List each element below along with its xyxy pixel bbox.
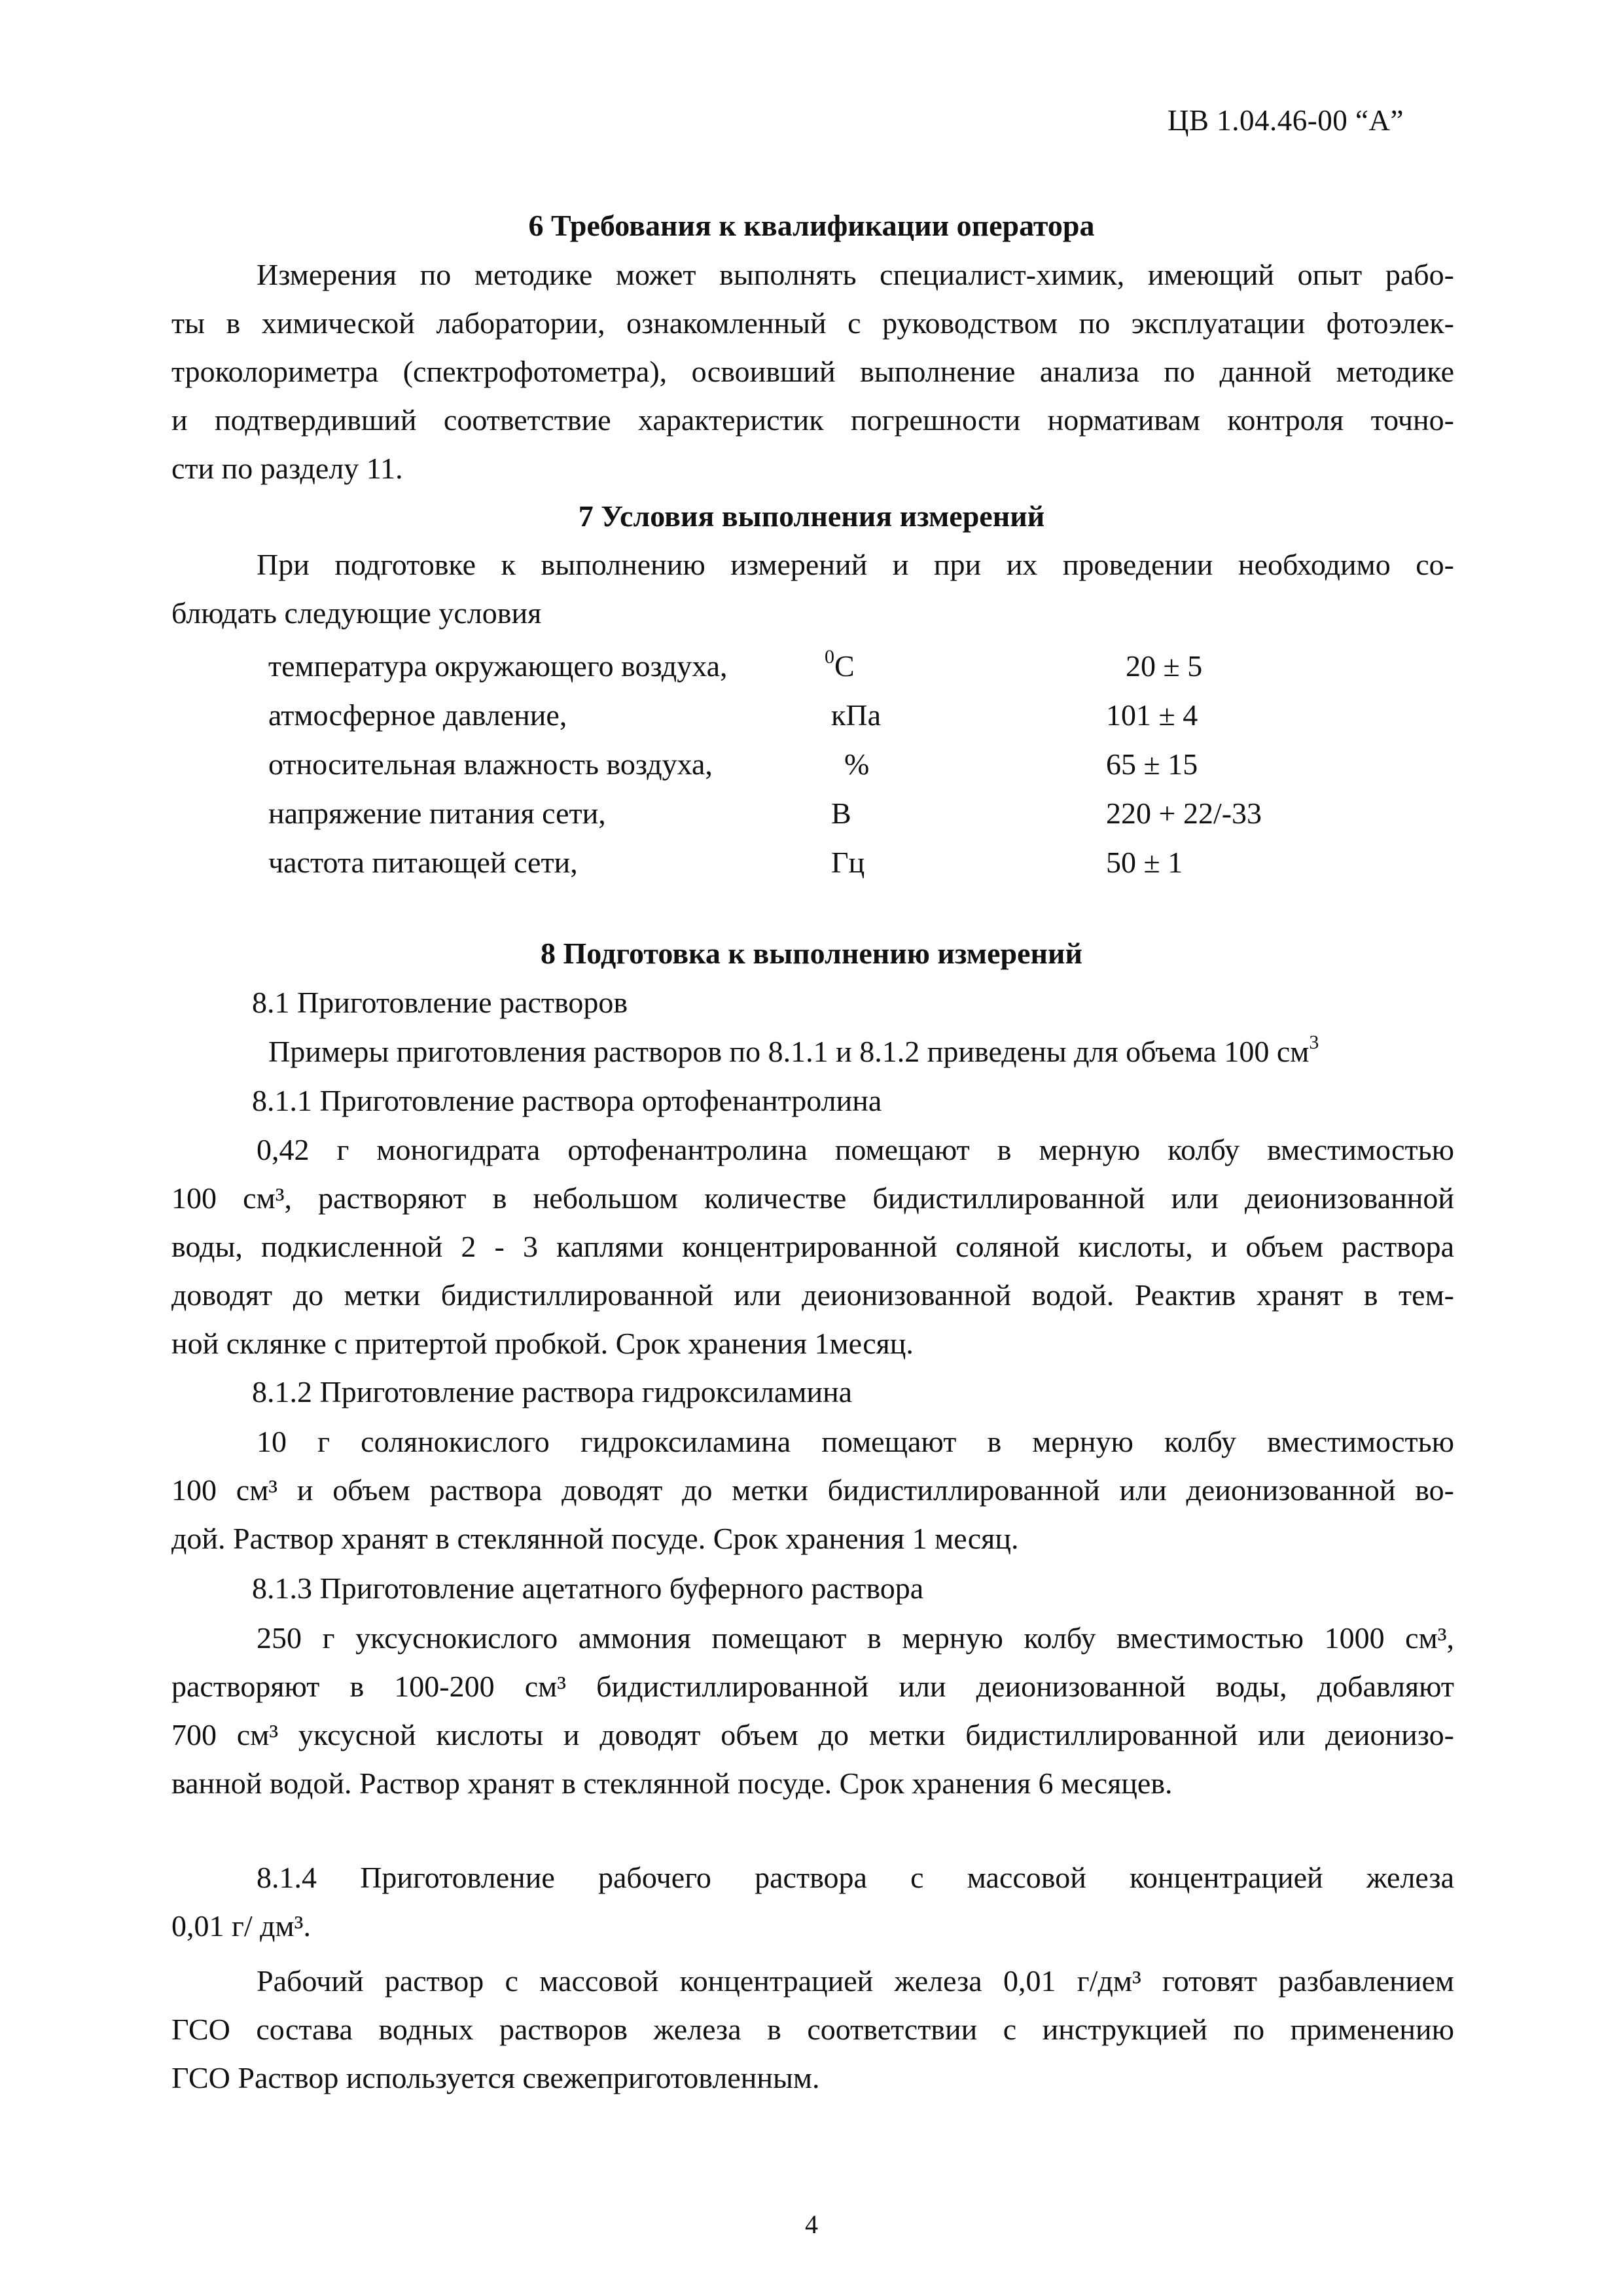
condition-row — [268, 691, 1315, 740]
section-6-heading: 6 Требования к квалификации оператора — [528, 209, 1095, 242]
paragraph-line: блюдать следующие условия — [171, 596, 542, 630]
condition-unit: В — [831, 797, 851, 830]
condition-name: напряжение питания сети, — [268, 797, 606, 830]
subsection-8-1-3-title: 8.1.3 Приготовление ацетатного буферного раствора — [252, 1571, 924, 1605]
condition-row — [268, 740, 1315, 789]
subsection-8-1-2-paragraph — [171, 1418, 1454, 1563]
paragraph-line: ГСО Раствор используется свежеприготовленным. — [171, 2061, 820, 2094]
paragraph-line: дой. Раствор хранят в стеклянной посуде. Срок хранения 1 месяц. — [171, 1522, 1019, 1555]
condition-unit: кПа — [831, 698, 881, 732]
text: Примеры приготовления растворов по 8.1.1 и 8.1.2 приведены для объема 100 см — [268, 1035, 1310, 1068]
paragraph-line: ванной водой. Раствор хранят в стеклянной посуде. Срок хранения 6 месяцев. — [171, 1767, 1173, 1800]
paragraph-line: 100 см³, растворяют в небольшом количестве бидистиллированной или деионизованной — [171, 1181, 1454, 1215]
subsection-8-1-2-title: 8.1.2 Приготовление раствора гидроксиламина — [252, 1375, 853, 1408]
paragraph-line: ты в химической лаборатории, ознакомленный с руководством по эксплуатации фотоэлек- — [171, 306, 1454, 340]
condition-unit — [825, 641, 1106, 691]
paragraph-line: ной склянке с притертой пробкой. Срок хранения 1месяц. — [171, 1327, 914, 1360]
subsection-8-1-4-title — [171, 1854, 1454, 1950]
degree-superscript: 0 — [825, 646, 834, 668]
paragraph-line: воды, подкисленной 2 - 3 каплями концентрированной соляной кислоты, и объем раствора — [171, 1230, 1454, 1263]
paragraph-line: сти по разделу 11. — [171, 452, 403, 485]
document-code: ЦВ 1.04.46-00 “А” — [1168, 104, 1404, 137]
section-7-paragraph — [171, 541, 1454, 637]
paragraph-line: и подтвердивший соответствие характеристик погрешности нормативам контроля точно- — [171, 403, 1454, 437]
page-number: 4 — [805, 2210, 818, 2239]
paragraph-line: троколориметра (спектрофотометра), освоивший выполнение анализа по данной методике — [171, 355, 1454, 388]
condition-name: относительная влажность воздуха, — [268, 747, 713, 781]
paragraph-line: 10 г солянокислого гидроксиламина помещают в мерную колбу вместимостью — [257, 1425, 1454, 1458]
condition-unit: % — [844, 747, 870, 781]
paragraph-line: 0,42 г моногидрата ортофенантролина помещают в мерную колбу вместимостью — [257, 1133, 1454, 1166]
paragraph-line: При подготовке к выполнению измерений и при их проведении необходимо со- — [257, 548, 1454, 581]
section-7-heading: 7 Условия выполнения измерений — [578, 499, 1045, 533]
condition-unit: Гц — [831, 846, 865, 879]
condition-value: 101 ± 4 — [1106, 698, 1198, 732]
condition-row — [268, 789, 1315, 838]
section-6-paragraph — [171, 251, 1454, 493]
subsection-8-1-1-title: 8.1.1 Приготовление раствора ортофенантролина — [252, 1084, 882, 1117]
subsection-8-1-1-paragraph — [171, 1126, 1454, 1368]
subsection-8-1-4-paragraph — [171, 1957, 1454, 2102]
paragraph-line: растворяют в 100-200 см³ бидистиллированной или деионизованной воды, добавляют — [171, 1670, 1454, 1703]
paragraph-line: 8.1.4 Приготовление рабочего раствора с массовой концентрацией железа — [257, 1861, 1454, 1894]
condition-value: 220 + 22/-33 — [1106, 797, 1262, 830]
condition-row — [268, 641, 1315, 691]
paragraph-line: ГСО состава водных растворов железа в соответствии с инструкцией по применению — [171, 2013, 1454, 2046]
paragraph-line: 250 г уксуснокислого аммония помещают в мерную колбу вместимостью 1000 см³, — [257, 1621, 1454, 1655]
paragraph-line: Измерения по методике может выполнять специалист-химик, имеющий опыт рабо- — [257, 258, 1454, 291]
subsection-8-1-title: 8.1 Приготовление растворов — [252, 986, 628, 1019]
section-8-heading: 8 Подготовка к выполнению измерений — [541, 937, 1082, 970]
condition-name: температура окружающего воздуха, — [268, 649, 728, 683]
subsection-8-1-3-paragraph — [171, 1614, 1454, 1808]
condition-name: атмосферное давление, — [268, 698, 567, 732]
condition-value: 20 ± 5 — [1126, 649, 1203, 683]
paragraph-line: 700 см³ уксусной кислоты и доводят объем до метки бидистиллированной или деионизо- — [171, 1718, 1454, 1751]
paragraph-line: доводят до метки бидистиллированной или деионизованной водой. Реактив хранят в тем- — [171, 1278, 1454, 1312]
paragraph-line: 0,01 г/ дм³. — [171, 1909, 311, 1943]
condition-value: 50 ± 1 — [1106, 846, 1183, 879]
subsection-8-1-text — [268, 1031, 1319, 1069]
conditions-table — [268, 641, 1315, 887]
superscript: 3 — [1309, 1031, 1319, 1053]
paragraph-line: Рабочий раствор с массовой концентрацией железа 0,01 г/дм³ готовят разбавлением — [257, 1964, 1454, 1998]
condition-name: частота питающей сети, — [268, 846, 578, 879]
unit-letter: C — [834, 649, 855, 683]
condition-value: 65 ± 15 — [1106, 747, 1198, 781]
condition-row — [268, 838, 1315, 887]
paragraph-line: 100 см³ и объем раствора доводят до метки бидистиллированной или деионизованной во- — [171, 1473, 1454, 1507]
